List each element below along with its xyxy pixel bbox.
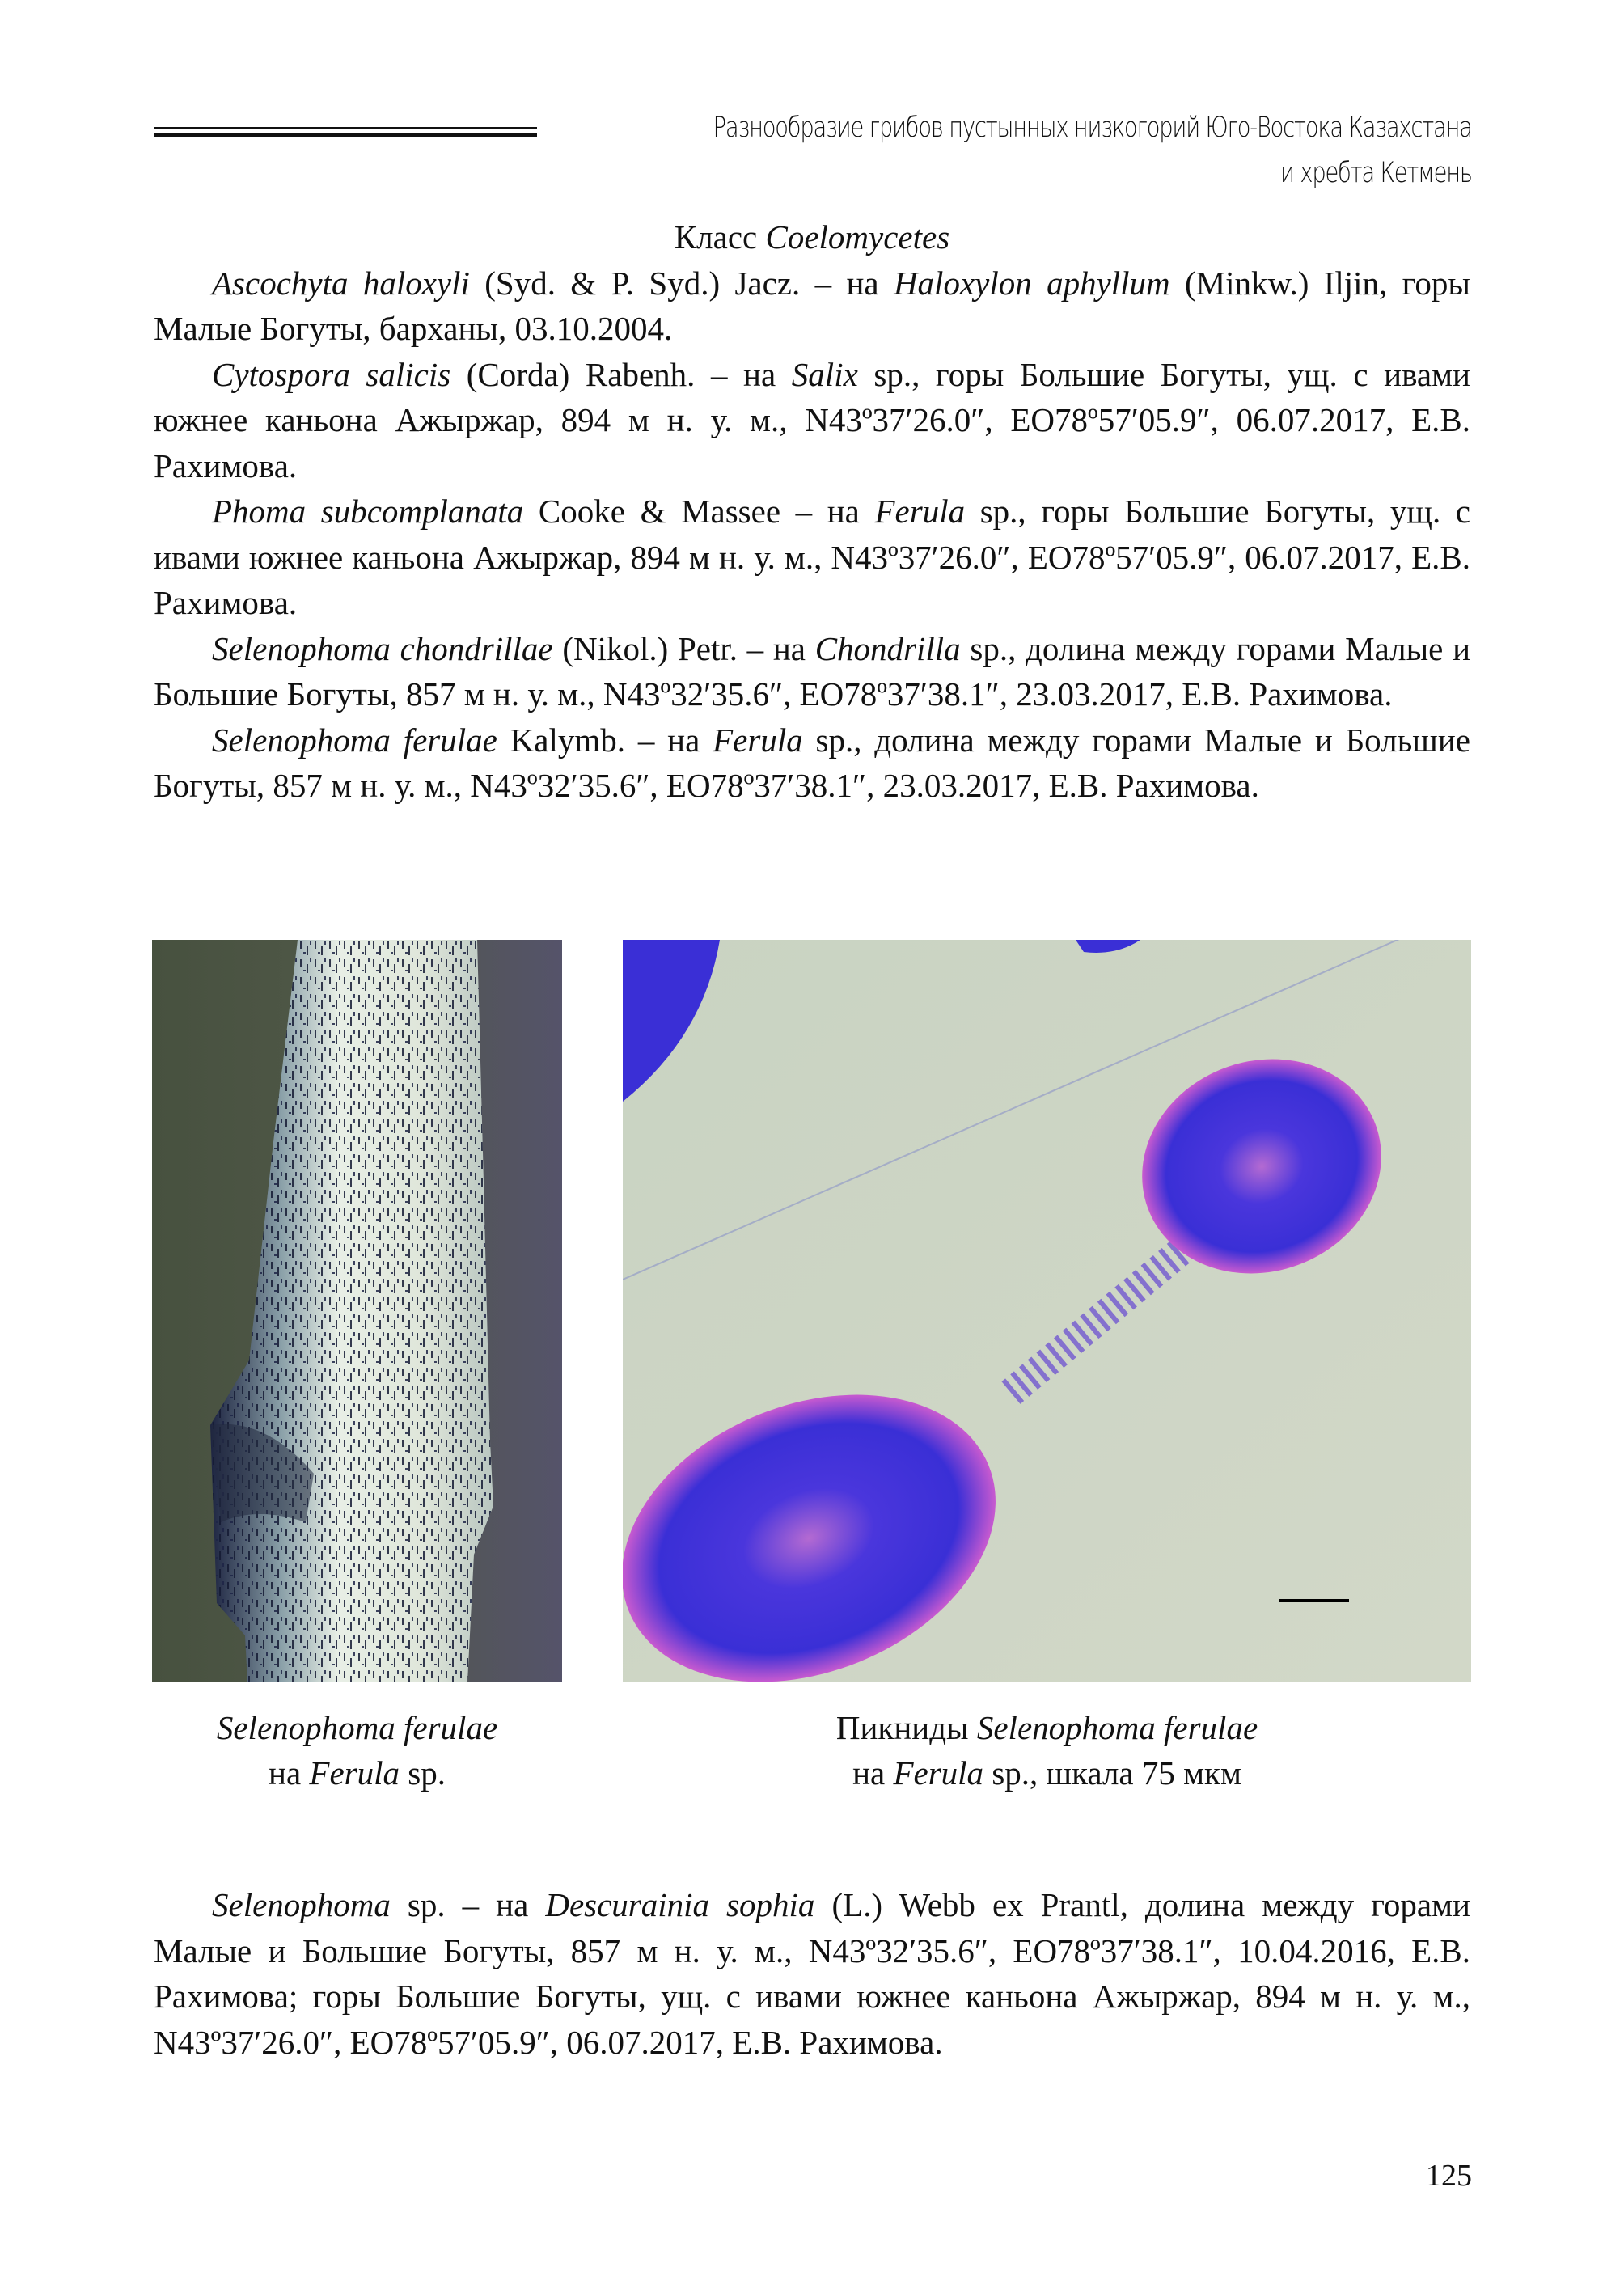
entry-species: Selenophoma (212, 1886, 391, 1923)
heading-taxon: Coelomycetes (765, 218, 950, 256)
entry-authority: (Nikol.) Petr. – на (552, 629, 815, 667)
section-heading (154, 214, 1470, 260)
entry-host: Chondrilla (814, 629, 961, 667)
entry-species: Selenophoma ferulae (212, 721, 497, 759)
entry-details: sp., долина между горами Малые и Большие Богуты, 857 м н. у. м., N43º32′35.6″, EO78º37′38.1″, 23.03.2017, Е.В. Рахимова. (154, 721, 1471, 804)
entry-authority: sp. – на (390, 1886, 546, 1923)
entry-authority: Kalymb. – на (497, 721, 713, 759)
entry-host: Descurainia sophia (545, 1886, 815, 1923)
entry-details: sp., горы Большие Богуты, ущ. с ивами южнее каньона Ажыржар, 894 м н. у. м., N43º37′26.0″, EO78º57′05.9″, 06.07.2017, Е.В. Рахимова. (154, 493, 1470, 621)
entry-species: Cytospora salicis (212, 355, 451, 393)
entry (154, 489, 1470, 626)
caption-species: Selenophoma ferulae (976, 1709, 1258, 1746)
figure-stem-photo (152, 940, 562, 1682)
entry (154, 1882, 1470, 2065)
header-rule-thin (154, 127, 537, 129)
entry-species: Phoma subcomplanata (212, 493, 524, 530)
caption-tail: sp., шкала 75 мкм (983, 1754, 1241, 1792)
header-rule-thick (154, 133, 537, 137)
text-block-top (154, 214, 1470, 809)
caption-on: на (269, 1754, 310, 1792)
caption-host: Ferula (309, 1754, 400, 1792)
caption-right (623, 1705, 1471, 1796)
entry-host: Ferula (874, 493, 966, 530)
entry-species: Selenophoma chondrillae (212, 629, 553, 667)
caption-right-line-2 (623, 1750, 1471, 1796)
entry-details: (Minkw.) Iljin, горы Малые Богуты, барханы, 03.10.2004. (154, 264, 1470, 347)
caption-left-line-2 (152, 1750, 562, 1796)
header-rule (154, 127, 537, 137)
entry-host: Ferula (713, 721, 803, 759)
caption-species: Selenophoma ferulae (216, 1709, 498, 1746)
entry (154, 352, 1470, 489)
pycnidia-micrograph (623, 940, 1471, 1682)
entry-authority: (Syd. & P. Syd.) Jacz. – на (469, 264, 894, 302)
entry-authority: Cooke & Massee – на (523, 493, 875, 530)
entry-host: Salix (791, 355, 858, 393)
scale-bar (1279, 1599, 1349, 1602)
caption-left (152, 1705, 562, 1796)
entry (154, 717, 1470, 809)
running-title-line-1: Разнообразие грибов пустынных низкогорий Юго-Востока Казахстана (713, 112, 1472, 144)
heading-prefix: Класс (674, 218, 766, 256)
caption-tail: sp. (400, 1754, 446, 1792)
caption-right-line-1 (623, 1705, 1471, 1750)
running-title (713, 105, 1472, 196)
text-block-bottom (154, 1882, 1470, 2065)
entry (154, 626, 1470, 717)
entry-details: (L.) Webb ex Prantl, долина между горами Малые и Большие Богуты, 857 м н. у. м., N43º32′35.6″, EO78º37′38.1″, 10.04.2016, Е.В. Рахимова; горы Большие Богуты, ущ. с ивами южнее каньона Ажыржар, 894 м н. у. м., N43º37′26.0″, EO78º57′05.9″, 06.07.2017, Е.В. Рахимова. (154, 1886, 1470, 2061)
entry-details: sp., горы Большие Богуты, ущ. с ивами южнее каньона Ажыржар, 894 м н. у. м., N43º37′26.0″, EO78º57′05.9″, 06.07.2017, Е.В. Рахимова. (154, 355, 1470, 484)
entry (154, 260, 1470, 352)
entry-details: sp., долина между горами Малые и Большие Богуты, 857 м н. у. м., N43º32′35.6″, EO78º37′38.1″, 23.03.2017, Е.В. Рахимова. (154, 629, 1471, 713)
entry-host: Haloxylon aphyllum (893, 264, 1170, 302)
entry-species: Ascochyta haloxyli (212, 264, 470, 302)
entry-authority: (Corda) Rabenh. – на (450, 355, 792, 393)
caption-host: Ferula (893, 1754, 984, 1792)
page-number: 125 (1426, 2159, 1472, 2193)
caption-left-line-1 (152, 1705, 562, 1750)
figure-pycnidia-micrograph (623, 940, 1471, 1682)
caption-on: на (852, 1754, 894, 1792)
stem-photo (152, 940, 562, 1682)
running-title-line-2: и хребта Кетмень (1280, 157, 1472, 189)
caption-prefix: Пикниды (835, 1709, 977, 1746)
